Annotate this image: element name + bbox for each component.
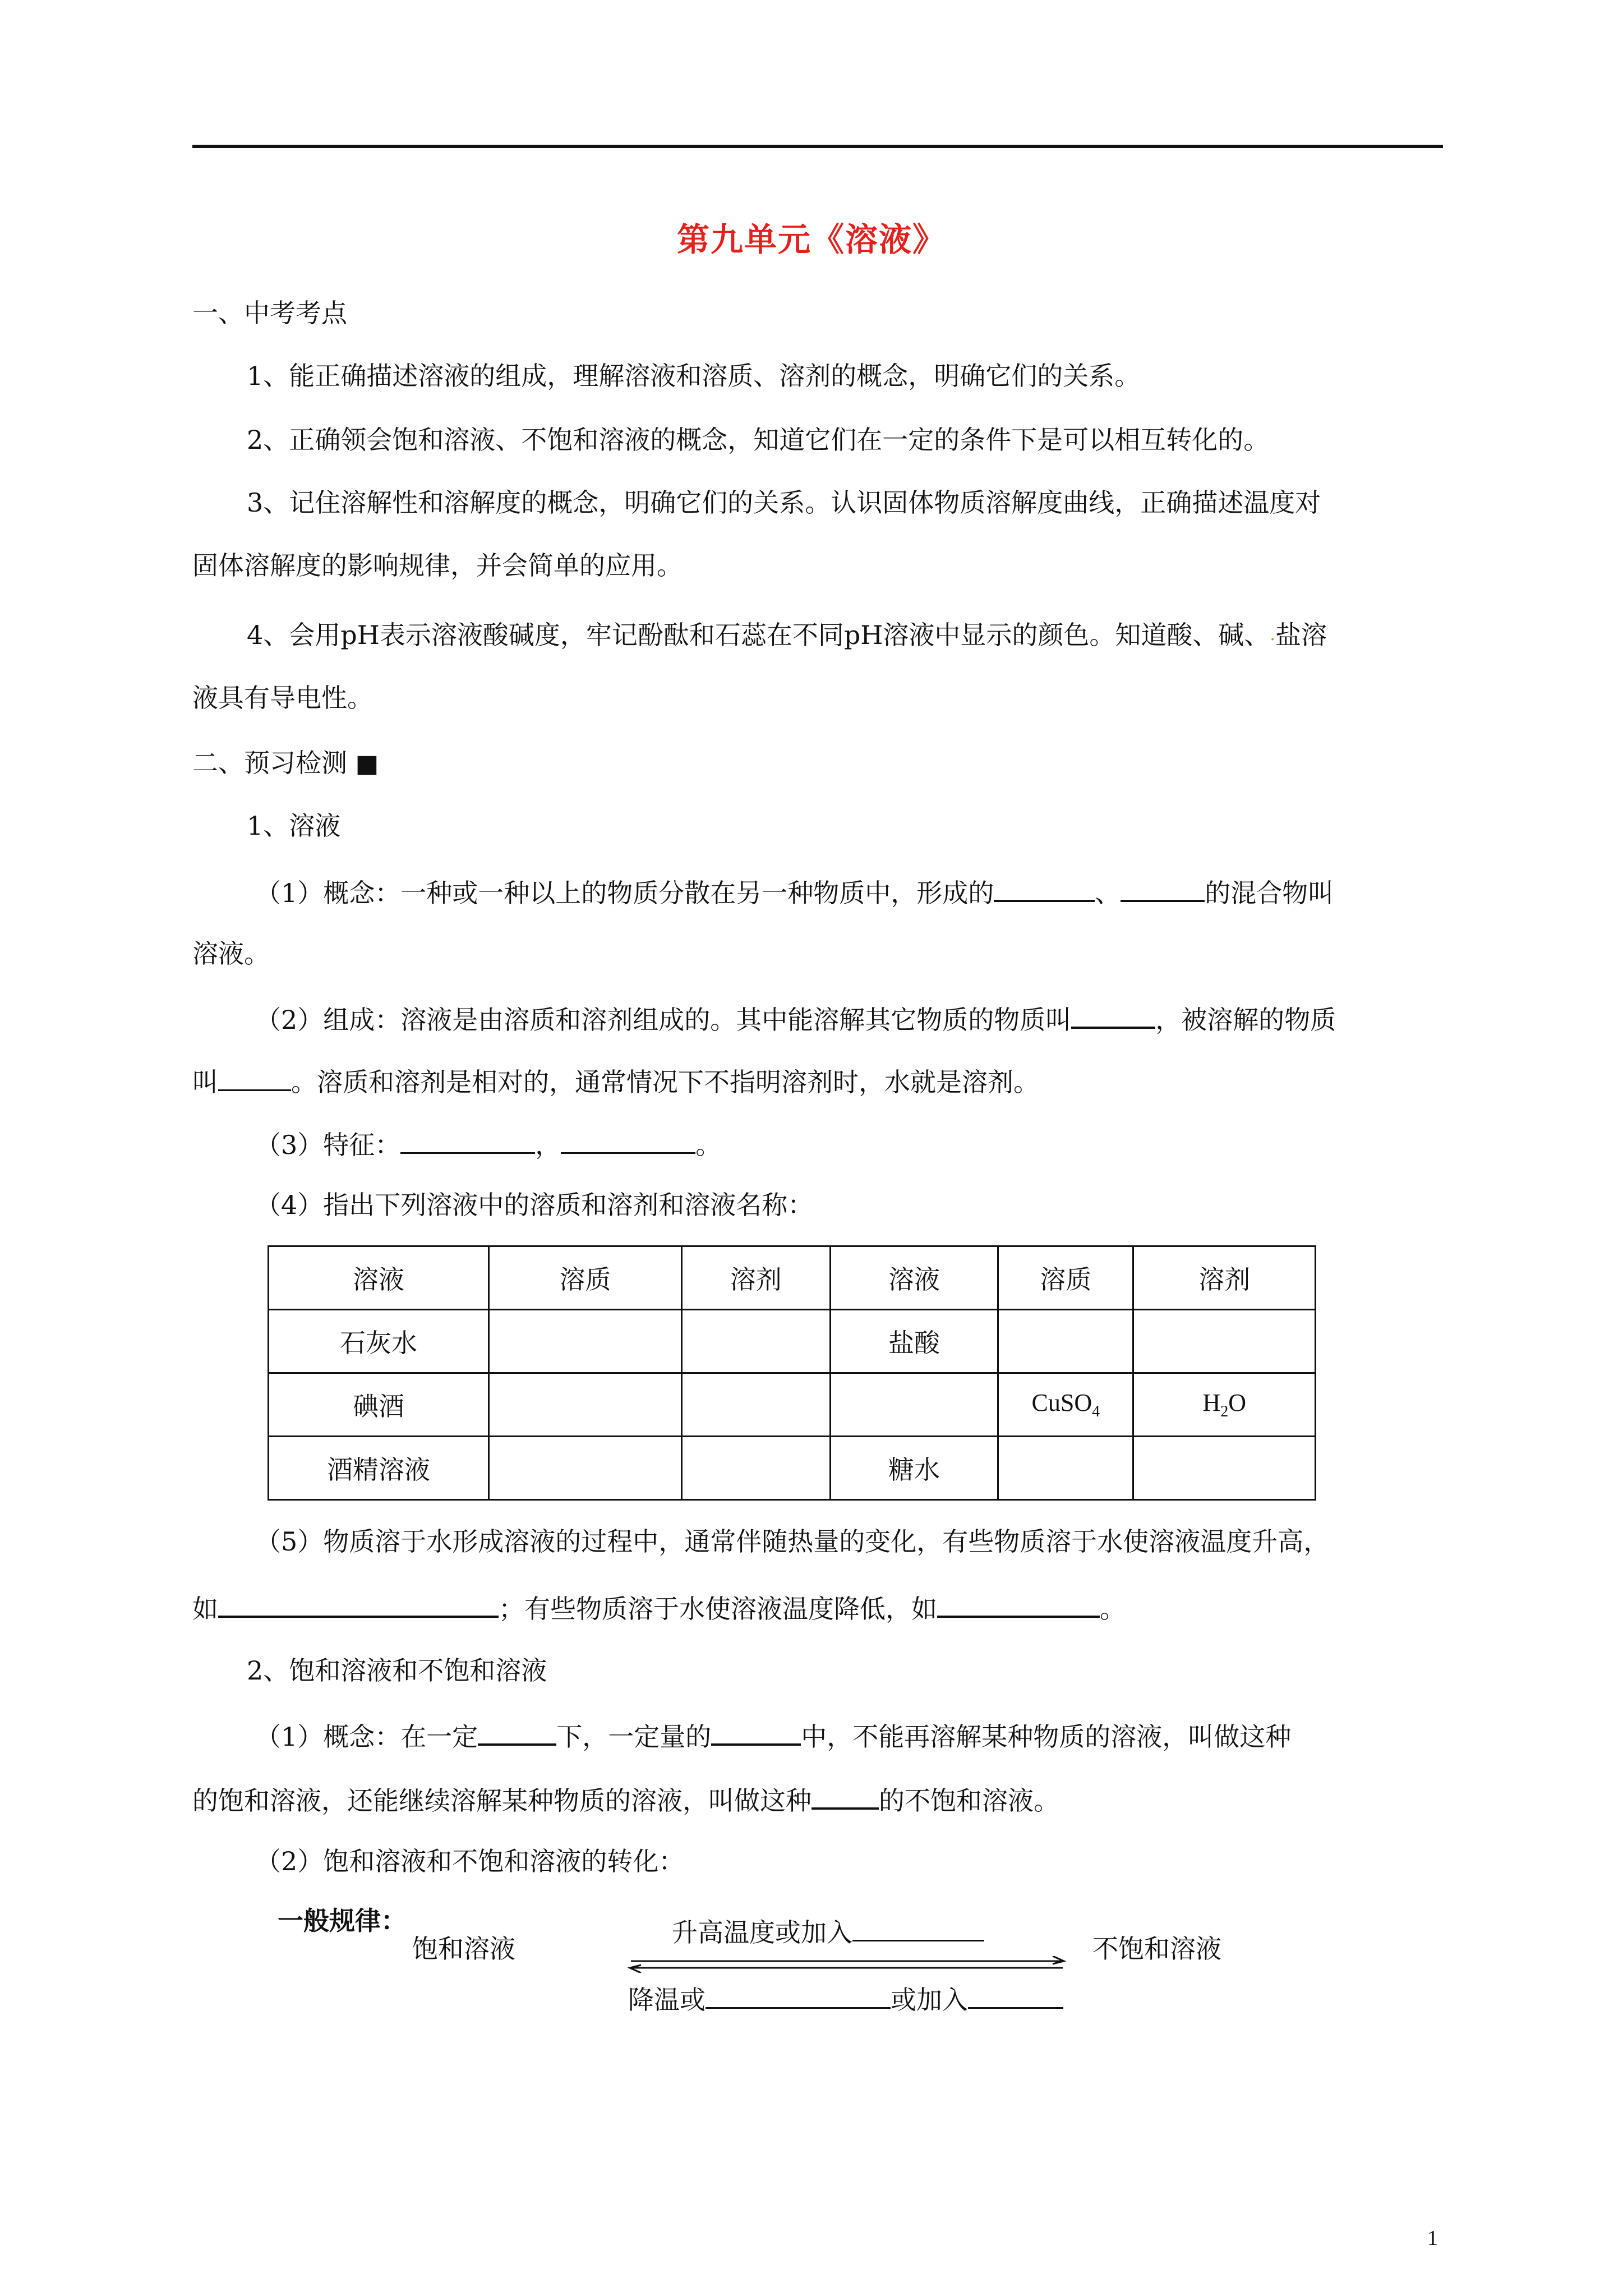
formula-subscript: 4 bbox=[1092, 1402, 1100, 1420]
double-arrow-icon bbox=[625, 1956, 1068, 1973]
q4-line: （4）指出下列溶液中的溶质和溶剂和溶液名称： bbox=[255, 1190, 814, 1220]
q2-text-b: ，被溶解的物质 bbox=[1155, 1005, 1336, 1035]
section1-item-4-text: 4、会用pH表示溶液酸碱度，牢记酚酞和石蕊在不同pH溶液中显示的颜色。知道酸、碱、 bbox=[247, 620, 1270, 650]
table-cell-blank[interactable] bbox=[1133, 1310, 1316, 1373]
q1-line bbox=[255, 873, 1334, 910]
table-header-cell: 溶剂 bbox=[681, 1246, 830, 1310]
table-cell-blank[interactable] bbox=[1133, 1437, 1316, 1500]
table-header-cell: 溶液 bbox=[830, 1246, 998, 1310]
s2q1-text-c: 中，不能再溶解某种物质的溶液，叫做这种 bbox=[801, 1722, 1292, 1752]
section1-item-2: 2、正确领会饱和溶液、不饱和溶液的概念，知道它们在一定的条件下是可以相互转化的。 bbox=[247, 425, 1270, 455]
section1-item-4-tail: 盐溶 bbox=[1275, 620, 1327, 650]
section1-item-1: 1、能正确描述溶液的组成，理解溶液和溶质、溶剂的概念，明确它们的关系。 bbox=[247, 361, 1141, 391]
s2q1-blank-3[interactable] bbox=[811, 1780, 879, 1810]
section1-item-3-cont: 固体溶解度的影响规律，并会简单的应用。 bbox=[192, 550, 683, 581]
table-cell-h2o bbox=[1133, 1373, 1316, 1437]
solution-table bbox=[268, 1245, 1316, 1501]
square-mark: ■ bbox=[355, 749, 379, 778]
q1-text-b: 、 bbox=[1095, 878, 1121, 908]
q3-line bbox=[255, 1125, 721, 1162]
q2-text-c: 叫 bbox=[192, 1067, 218, 1097]
table-row bbox=[269, 1373, 1316, 1437]
table-header-cell: 溶液 bbox=[269, 1246, 489, 1310]
s2q1-blank-2[interactable] bbox=[711, 1717, 801, 1746]
q5-text-b: 如 bbox=[192, 1594, 218, 1624]
table-cell-blank[interactable] bbox=[998, 1437, 1133, 1500]
q5-blank-1[interactable] bbox=[218, 1589, 499, 1618]
s2q1-line-cont bbox=[192, 1780, 1059, 1818]
s2q1-text-a: （1）概念：在一定 bbox=[255, 1722, 478, 1752]
formula-subscript: 2 bbox=[1220, 1402, 1229, 1420]
table-cell: 石灰水 bbox=[269, 1310, 489, 1373]
table-header-cell: 溶质 bbox=[489, 1246, 682, 1310]
section1-item-4-cont: 液具有导电性。 bbox=[192, 683, 373, 713]
table-header-cell: 溶质 bbox=[998, 1246, 1133, 1310]
table-cell: 酒精溶液 bbox=[269, 1437, 489, 1500]
header-rule bbox=[192, 145, 1443, 148]
diagram-bottom-text-a: 降温或 bbox=[628, 1985, 706, 2015]
q2-line-cont bbox=[192, 1062, 1039, 1099]
table-cell-blank[interactable] bbox=[681, 1310, 830, 1373]
table-cell: 盐酸 bbox=[830, 1310, 998, 1373]
diagram-top-label bbox=[672, 1913, 984, 1949]
q3-text-a: （3）特征： bbox=[255, 1130, 401, 1160]
diagram-right-label: 不饱和溶液 bbox=[1092, 1934, 1221, 1964]
table-cell-blank[interactable] bbox=[681, 1437, 830, 1500]
table-cell-blank[interactable] bbox=[681, 1373, 830, 1437]
stray-dot: . bbox=[1270, 625, 1275, 645]
section1-heading: 一、中考考点 bbox=[192, 298, 347, 328]
table-cell-blank[interactable] bbox=[489, 1373, 682, 1437]
q2-text-a: （2）组成：溶液是由溶质和溶剂组成的。其中能溶解其它物质的物质叫 bbox=[255, 1005, 1072, 1035]
q2-blank-2[interactable] bbox=[218, 1062, 291, 1091]
q1-line-cont: 溶液。 bbox=[192, 938, 270, 969]
q5-text-d: 。 bbox=[1100, 1594, 1126, 1624]
s2q1-text-b: 下，一定量的 bbox=[556, 1722, 712, 1752]
section2-heading-text: 二、预习检测 bbox=[192, 748, 347, 778]
q2-line bbox=[255, 1000, 1336, 1037]
table-row bbox=[269, 1437, 1316, 1500]
q1-blank-2[interactable] bbox=[1121, 873, 1205, 902]
diagram-top-text: 升高温度或加入 bbox=[672, 1917, 852, 1948]
section1-item-3: 3、记住溶解性和溶解度的概念，明确它们的关系。认识固体物质溶解度曲线，正确描述温度对 bbox=[247, 487, 1321, 518]
page-title: 第九单元《溶液》 bbox=[676, 220, 946, 259]
diagram-bottom-label bbox=[628, 1980, 1063, 2017]
table-row bbox=[269, 1310, 1316, 1373]
diagram-bottom-text-b: 或加入 bbox=[891, 1985, 968, 2015]
table-cell-blank[interactable] bbox=[998, 1310, 1133, 1373]
q2-text-d: 。溶质和溶剂是相对的，通常情况下不指明溶剂时，水就是溶剂。 bbox=[291, 1067, 1039, 1097]
section2-heading bbox=[192, 746, 379, 781]
table-cell: 糖水 bbox=[830, 1437, 998, 1500]
q2-blank-1[interactable] bbox=[1071, 1000, 1155, 1029]
q1-blank-1[interactable] bbox=[994, 873, 1095, 902]
q3-text-b: ， bbox=[535, 1130, 561, 1160]
s2q1-line bbox=[255, 1717, 1291, 1754]
formula-text: CuSO bbox=[1031, 1389, 1092, 1417]
q5-line-cont bbox=[192, 1589, 1126, 1626]
table-cell-blank[interactable] bbox=[830, 1373, 998, 1437]
table-header-row bbox=[269, 1246, 1316, 1310]
q3-text-c: 。 bbox=[695, 1130, 722, 1160]
diagram-top-blank[interactable] bbox=[852, 1913, 984, 1941]
q3-blank-2[interactable] bbox=[561, 1125, 695, 1154]
diagram-left-label: 饱和溶液 bbox=[412, 1934, 515, 1964]
section1-item-4 bbox=[247, 618, 1327, 652]
page-number: 1 bbox=[1427, 2226, 1438, 2250]
sub2-heading: 2、饱和溶液和不饱和溶液 bbox=[247, 1655, 547, 1686]
table-cell-blank[interactable] bbox=[489, 1310, 682, 1373]
formula-text: H bbox=[1202, 1389, 1221, 1417]
q5-text-c: ；有些物质溶于水使溶液温度降低，如 bbox=[499, 1594, 937, 1624]
q5-line: （5）物质溶于水形成溶液的过程中，通常伴随热量的变化，有些物质溶于水使溶液温度升高， bbox=[255, 1526, 1330, 1557]
sub1-heading: 1、溶液 bbox=[247, 811, 341, 841]
diagram-bottom-blank-2[interactable] bbox=[968, 1980, 1063, 2009]
s2q1-text-d: 的饱和溶液，还能继续溶解某种物质的溶液，叫做这种 bbox=[192, 1786, 811, 1816]
table-cell-cuso4 bbox=[998, 1373, 1133, 1437]
s2q1-blank-1[interactable] bbox=[478, 1717, 556, 1746]
table-header-cell: 溶剂 bbox=[1133, 1246, 1316, 1310]
formula-text-tail: O bbox=[1228, 1389, 1246, 1417]
s2q2-line: （2）饱和溶液和不饱和溶液的转化： bbox=[255, 1846, 685, 1876]
q3-blank-1[interactable] bbox=[400, 1125, 535, 1154]
q5-blank-2[interactable] bbox=[937, 1589, 1100, 1618]
rule-label: 一般规律： bbox=[278, 1906, 407, 1936]
table-cell-blank[interactable] bbox=[489, 1437, 682, 1500]
q1-text-a: （1）概念：一种或一种以上的物质分散在另一种物质中，形成的 bbox=[255, 878, 994, 908]
q1-text-c: 的混合物叫 bbox=[1205, 878, 1334, 908]
diagram-bottom-blank-1[interactable] bbox=[706, 1980, 891, 2009]
table-cell: 碘酒 bbox=[269, 1373, 489, 1437]
s2q1-text-e: 的不饱和溶液。 bbox=[879, 1786, 1059, 1816]
